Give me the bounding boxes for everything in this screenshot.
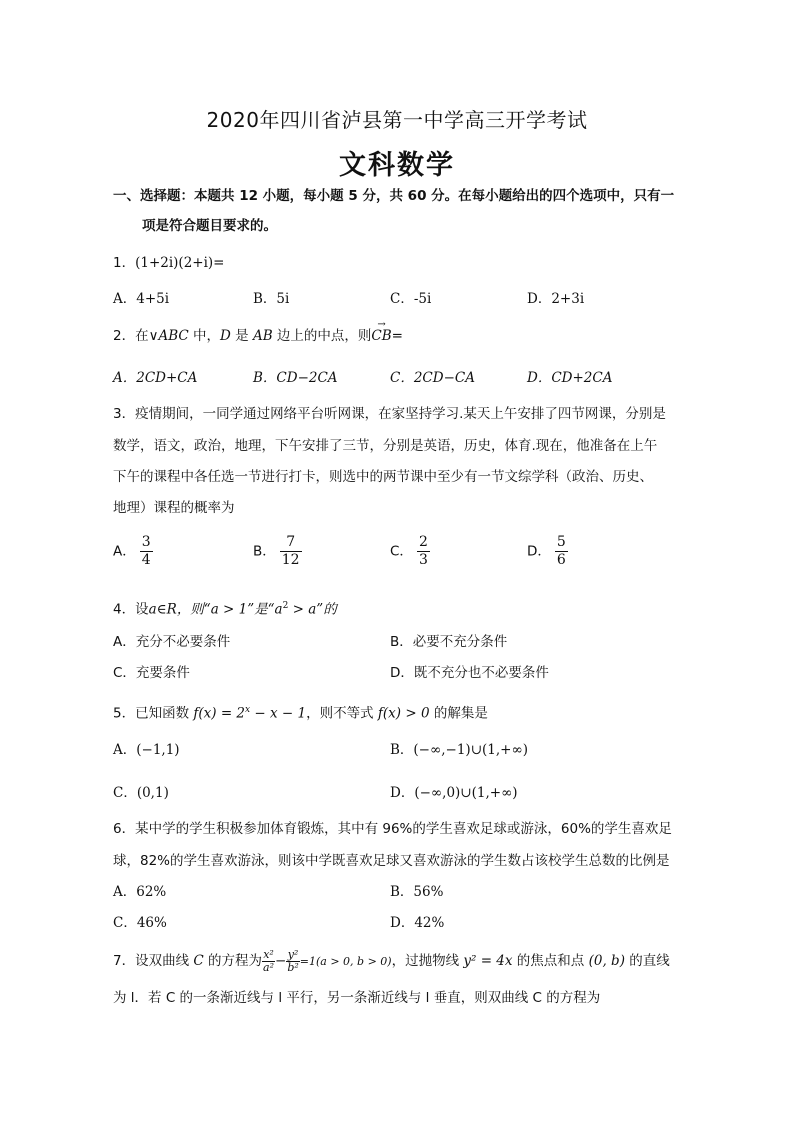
q3-option-d — [527, 534, 568, 569]
q3-option-a-label: A． — [113, 543, 136, 560]
q5-option-b: B．(−∞,−1)∪(1,+∞) — [390, 742, 528, 758]
question-1-number: 1． — [113, 255, 136, 271]
q5-option-c: C．(0,1) — [113, 785, 169, 801]
question-3-line2: 数学，语文，政治，地理，下午安排了三节，分别是英语，历史，体育.现在，他准备在上午 — [113, 438, 658, 454]
q5-text-mid: ，则不等式 — [306, 705, 378, 722]
question-3-line1: 3．疫情期间，一同学通过网络平台听网课，在家坚持学习.某天上午安排了四节网课，分别是 — [113, 406, 666, 422]
q2-option-a: A．2CD+CA — [113, 370, 198, 386]
question-2 — [113, 326, 403, 346]
question-7-line2: 为 l．若 C 的一条渐近线与 l 平行，另一条渐近线与 l 垂直，则双曲线 C 的方程为 — [113, 990, 601, 1006]
q5-function-tail: − x − 1 — [250, 705, 307, 722]
q5-option-d: D．(−∞,0)∪(1,+∞) — [390, 785, 518, 801]
question-3-line3: 下午的课程中各任选一节进行打卡，则选中的两节课中至少有一节文综学科（政治、历史、 — [113, 469, 653, 485]
q4-text-post: > a”的 — [288, 601, 337, 618]
q7-text-mid3: 的焦点和点 — [512, 953, 589, 969]
section-instructions-line2: 项是符合题目要求的。 — [142, 218, 277, 234]
q7-parabola: y² = 4x — [463, 953, 513, 969]
q7-text-post: 的直线 — [624, 953, 670, 969]
q2-text-mid3: 边上的中点，则 — [272, 328, 372, 344]
q4-option-b: B．必要不充分条件 — [390, 634, 508, 650]
q7-curve-c: C — [193, 953, 204, 969]
question-1-expression: (1+2i)(2+i)= — [135, 255, 225, 271]
question-3-line4: 地理）课程的概率为 — [113, 500, 235, 516]
q5-inequality: f(x) > 0 — [377, 705, 430, 722]
q2-option-c: C．2CD−CA — [390, 370, 475, 386]
q6-option-a: A．62% — [113, 884, 167, 900]
q3-option-b-fraction: $\frac{7}{12}$ — [281, 534, 300, 568]
q6-option-c: C．46% — [113, 915, 167, 931]
q4-option-a: A．充分不必要条件 — [113, 634, 231, 650]
q7-minus: − — [275, 953, 287, 969]
q7-equation-tail: =1(a > 0, b > 0) — [299, 955, 392, 968]
q3-option-a-fraction: $\frac{3}{4}$ — [141, 534, 151, 568]
q2-option-d: D．CD+2CA — [527, 370, 613, 386]
q7-text-mid1: 的方程为 — [203, 953, 263, 969]
q6-option-b: B．56% — [390, 884, 444, 900]
question-6-line2: 球，82%的学生喜欢游泳，则该中学既喜欢足球又喜欢游泳的学生数占该校学生总数的比例是 — [113, 853, 670, 869]
q4-option-d: D．既不充分也不必要条件 — [390, 665, 549, 681]
q7-fraction-y: $\frac{\text{y²}}{\text{b²}}$ — [287, 947, 299, 974]
q7-text-pre: 7．设双曲线 — [113, 953, 194, 969]
q3-option-a — [113, 534, 153, 569]
q2-segment-ab: AB — [252, 328, 273, 344]
q5-exponent: x — [245, 705, 251, 715]
q3-option-d-fraction: $\frac{5}{6}$ — [556, 534, 566, 568]
q5-text-pre: 5．已知函数 — [113, 705, 194, 722]
exam-title: 2020年四川省泸县第一中学高三开学考试 — [206, 108, 588, 132]
q1-option-a: A．4+5i — [113, 291, 170, 307]
q1-option-d: D．2+3i — [527, 291, 585, 307]
q2-option-b: B．CD−2CA — [253, 370, 338, 386]
q4-text-pre: 4．设 — [113, 601, 149, 618]
q4-text-mid: ，则“a > 1”是“a — [176, 601, 283, 618]
section-instructions-line1: 一、选择题：本题共 12 小题，每小题 5 分，共 60 分。在每小题给出的四个选项中，只有一 — [113, 188, 675, 204]
question-4 — [113, 596, 337, 620]
q5-text-post: 的解集是 — [429, 705, 488, 722]
q3-option-c — [390, 534, 430, 569]
q4-superscript: 2 — [282, 601, 289, 611]
q2-point-d: D — [220, 328, 231, 344]
q4-option-c: C．充要条件 — [113, 665, 190, 681]
q3-option-c-label: C． — [390, 543, 413, 560]
q2-text-post: = — [391, 328, 403, 344]
q2-text-mid2: 是 — [230, 328, 253, 344]
exam-subtitle: 文科数学 — [339, 150, 455, 181]
question-7-line1 — [113, 948, 670, 975]
q2-triangle: ∨ABC — [148, 328, 189, 344]
q5-option-a: A．(−1,1) — [113, 742, 180, 758]
q2-text-mid1: 中， — [188, 328, 221, 344]
q4-condition: a∈R — [148, 601, 177, 618]
question-6-line1: 6．某中学的学生积极参加体育锻炼，其中有 96%的学生喜欢足球或游泳，60%的学生喜欢足 — [113, 821, 672, 837]
q2-text-pre: 2．在 — [113, 328, 149, 344]
q7-fraction-x: $\frac{\text{x²}}{\text{a²}}$ — [263, 947, 274, 974]
q1-option-b: B．5i — [253, 291, 290, 307]
q3-option-b — [253, 534, 302, 569]
q3-option-b-label: B． — [253, 543, 276, 560]
q1-option-c: C．-5i — [390, 291, 432, 307]
question-5 — [113, 700, 488, 724]
question-1 — [113, 253, 225, 273]
q3-option-d-label: D． — [527, 543, 551, 560]
q7-point: (0, b) — [588, 953, 625, 969]
q7-text-mid2: ，过抛物线 — [391, 953, 464, 969]
q2-vector-cb: → CB — [371, 326, 391, 346]
q5-function: f(x) = 2 — [193, 705, 246, 722]
q3-option-c-fraction: $\frac{2}{3}$ — [418, 534, 428, 568]
q6-option-d: D．42% — [390, 915, 445, 931]
